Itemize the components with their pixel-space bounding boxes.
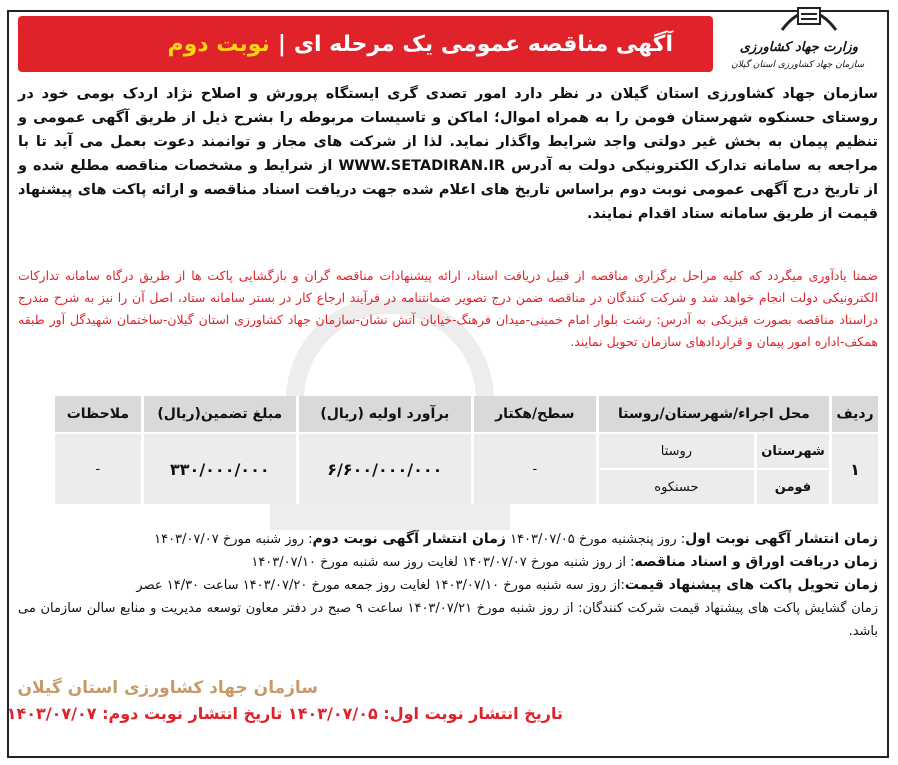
emblem-icon (774, 0, 844, 34)
ministry-logo (726, 0, 886, 80)
guarantee-value: ۳۳۰/۰۰۰/۰۰۰ (142, 433, 297, 504)
pub1-value: : روز پنجشنبه مورخ ۱۴۰۳/۰۷/۰۵ (510, 532, 686, 547)
documents-line (18, 551, 878, 574)
logo-title: وزارت جهاد کشاورزی (739, 40, 858, 55)
paragraph-part-1: سازمان جهاد کشاورزی استان گیلان در نظر دارد امور تصدی گری ایستگاه پرورش و اصلاح نژاد اردک بومی خود در روستای حسنکوه شهرستان فومن را به همراه اموال؛ اماکن و تاسیسات مربوطه را بشرح ذیل از طریق آگهی عمومی و تنظیم پیمان به بخش غیر دولتی واجد شرایط واگذار نماید. لذا از شرکت های مجاز و توانمند دعوت بعمل می آید تا با مراجعه به سامانه تدارک الکترونیکی دولت به آدرس (18, 86, 878, 174)
tender-table (52, 396, 878, 504)
title-banner (18, 16, 713, 72)
notes-value: - (54, 433, 143, 504)
paragraph-part-2: از شرایط و مشخصات مناقصه مطلع شده و از تاریخ درج آگهی عمومی نوبت دوم براساس تاریخ های اعلام شده جهت دریافت اسناد مناقصه و ارائه پاکت های پیشنهاد قیمت از طریق سامانه ستاد اقدام نمایند. (18, 158, 878, 222)
publication-dates: تاریخ انتشار نوبت اول: ۱۴۰۳/۰۷/۰۵ تاریخ انتشار نوبت دوم: ۱۴۰۳/۰۷/۰۷ (6, 704, 563, 723)
row-number: ۱ (831, 433, 879, 504)
bids-line (18, 574, 878, 597)
pub1-label: زمان انتشار آگهی نوبت اول (685, 531, 878, 547)
title-separator: | (277, 31, 286, 57)
docs-value: : از روز شنبه مورخ ۱۴۰۳/۰۷/۰۷ لغایت روز سه شنبه مورخ ۱۴۰۳/۰۷/۱۰ (251, 555, 635, 570)
header-guarantee: مبلغ تضمین(ریال) (142, 396, 297, 433)
village-label: روستا (597, 433, 755, 469)
bids-label: زمان تحویل پاکت های پیشنهاد قیمت (624, 577, 878, 593)
table-row (54, 433, 879, 469)
round-label: نوبت دوم (167, 31, 270, 57)
village-value: حسنکوه (597, 469, 755, 504)
schedule-block (18, 528, 878, 643)
header-estimate: برآورد اولیه (ریال) (297, 396, 472, 433)
header-area: سطح/هکتار (472, 396, 597, 433)
table-header-row (54, 396, 879, 433)
estimate-value: ۶/۶۰۰/۰۰۰/۰۰۰ (297, 433, 472, 504)
header-location: محل اجراء/شهرستان/روستا (597, 396, 830, 433)
setad-link[interactable]: WWW.SETADIRAN.IR (338, 158, 506, 174)
area-value: - (472, 433, 597, 504)
pub2-value: : روز شنبه مورخ ۱۴۰۳/۰۷/۰۷ (154, 532, 313, 547)
pub2-label: زمان انتشار آگهی نوبت دوم (312, 531, 506, 547)
header-notes: ملاحظات (54, 396, 143, 433)
county-value: فومن (756, 469, 831, 504)
header-row-number: ردیف (831, 396, 879, 433)
docs-label: زمان دریافت اوراق و اسناد مناقصه (634, 554, 878, 570)
main-paragraph (18, 82, 878, 226)
organization-name: سازمان جهاد کشاورزی استان گیلان (17, 678, 318, 698)
logo-subtitle: سازمان جهاد کشاورزی استان گیلان (731, 60, 864, 70)
bids-value: :از روز سه شنبه مورخ ۱۴۰۳/۰۷/۱۰ لغایت روز جمعه مورخ ۱۴۰۳/۰۷/۲۰ ساعت ۱۴/۳۰ عصر (136, 578, 625, 593)
county-label: شهرستان (756, 433, 831, 469)
notice-paragraph: ضمنا یادآوری میگردد که کلیه مراحل برگزاری مناقصه از قبیل دریافت اسناد، ارائه پیشنهادات مناقصه گران و بازگشایی پاکت ها از طریق درگاه سامانه تدارکات الکترونیکی دولت انجام خواهد شد و شرکت کنندگان در مناقصه ضمن درج تصویر ضمانتنامه در فرآیند ارجاع کار در بستر سامانه ستاد، اصل آن را نیز به شرح مندرج دراسناد مناقصه بصورت فیزیکی به آدرس: رشت بلوار امام خمینی-میدان فرهنگ-خیابان آتش نشان-سازمان جهاد کشاورزی استان گیلان-ساختمان شهیدگل آور طبقه همکف-اداره امور پیمان و قراردادهای سازمان تحویل نمایند. (18, 268, 878, 349)
publication-line (18, 528, 878, 551)
opening-line: زمان گشایش پاکت های پیشنهاد قیمت شرکت کنندگان: از روز شنبه مورخ ۱۴۰۳/۰۷/۲۱ ساعت ۹ صبح در دفتر معاون توسعه مدیریت و منابع سالن سازمان می باشد. (18, 601, 879, 639)
tender-title: آگهی مناقصه عمومی یک مرحله ای (293, 31, 673, 57)
